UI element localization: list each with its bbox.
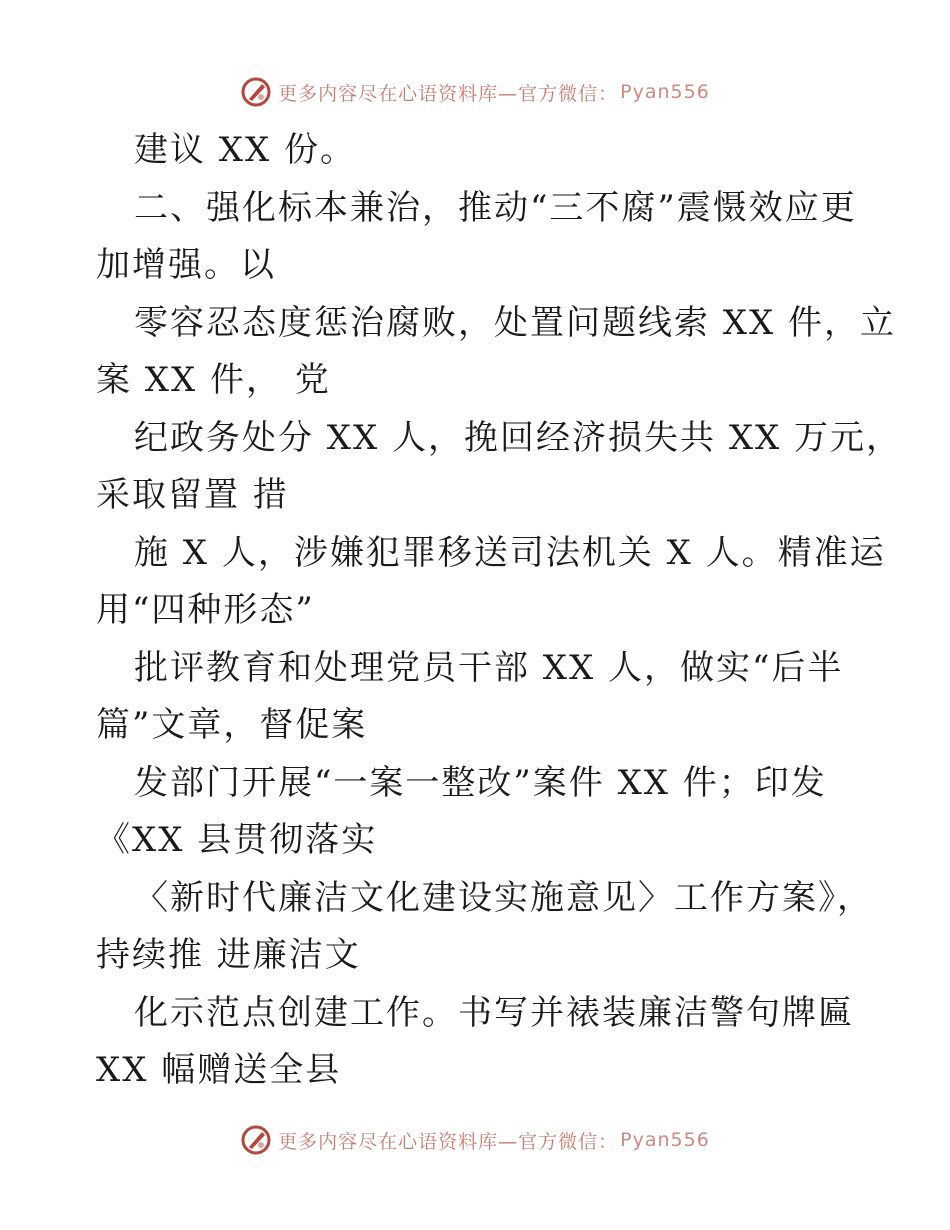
paragraph-line: 零容忍态度惩治腐败，处置问题线索 XX 件，立 (134, 302, 897, 343)
paragraph-line: 持续推 进廉洁文 (96, 935, 361, 975)
document-body (96, 122, 903, 1100)
footer-watermark (0, 1124, 950, 1156)
paragraph-line: 加增强。以 (96, 245, 276, 285)
paragraph-line: 建议 XX 份。 (134, 130, 357, 170)
watermark-handle: Pyan556 (620, 1129, 710, 1151)
quill-seal-icon (240, 76, 272, 108)
paragraph-line: 采取留置 措 (96, 475, 289, 515)
paragraph-line: 《XX 县贯彻落实 (96, 820, 378, 860)
paragraph-line: 篇”文章，督促案 (96, 705, 368, 745)
paragraph-line: 二、强化标本兼治，推动“三不腐”震慑效应更 (134, 187, 857, 228)
paragraph-line: 案 XX 件， 党 (96, 360, 331, 400)
paragraph-line: 化示范点创建工作。书写并裱装廉洁警句牌匾 (134, 992, 854, 1033)
paragraph-line: 纪政务处分 XX 人，挽回经济损失共 XX 万元， (134, 417, 903, 458)
watermark-text: 更多内容尽在心语资料库—官方微信： (278, 82, 619, 105)
paragraph-line: 发部门开展“一案一整改”案件 XX 件；印发 (134, 762, 827, 803)
paragraph-line: 施 X 人，涉嫌犯罪移送司法机关 X 人。精准运 (134, 532, 886, 573)
quill-seal-icon (240, 1124, 272, 1156)
header-watermark (0, 76, 950, 108)
paragraph-line: 〈新时代廉洁文化建设实施意见〉工作方案》， (134, 877, 873, 918)
watermark-handle: Pyan556 (620, 81, 710, 103)
paragraph-line: 批评教育和处理党员干部 XX 人，做实“后半 (134, 647, 844, 688)
watermark-text: 更多内容尽在心语资料库—官方微信： (278, 1130, 619, 1153)
paragraph-line: XX 幅赠送全县 (96, 1050, 342, 1090)
paragraph-line: 用“四种形态” (96, 590, 315, 630)
